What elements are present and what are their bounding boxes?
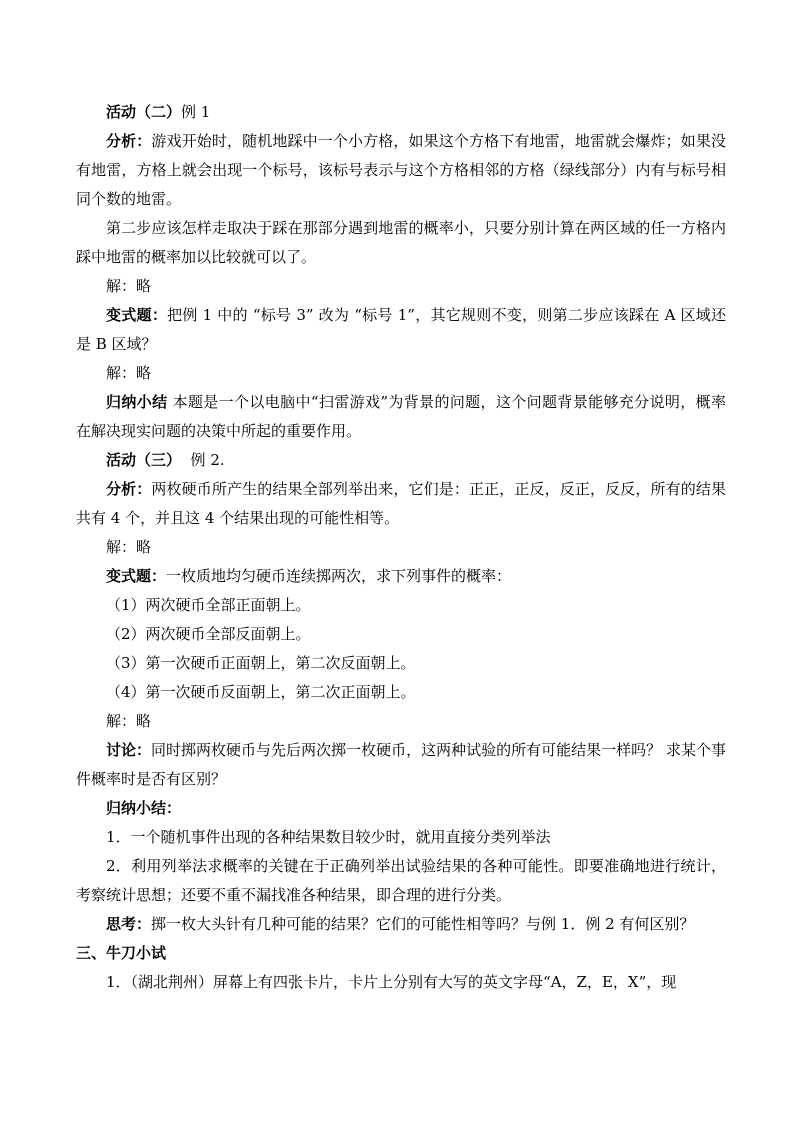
question-1: 1．（湖北荆州）屏幕上有四张卡片，卡片上分别有大写的英文字母“A，Z，E，X”，现 bbox=[106, 973, 677, 991]
activity3-analysis bbox=[76, 475, 726, 533]
list-item: （2）两次硬币全部反面朝上。 bbox=[106, 625, 311, 643]
think-question bbox=[76, 910, 726, 939]
activity3-heading-label: 活动（三） bbox=[106, 451, 182, 469]
discussion-label: 讨论： bbox=[106, 741, 152, 759]
solution-line: 解：略 bbox=[106, 277, 152, 295]
list-item: （1）两次硬币全部正面朝上。 bbox=[106, 596, 311, 614]
analysis-text: 游戏开始时，随机地踩中一个小方格，如果这个方格下有地雷，地雷就会爆炸；如果没有地雷，方格上就会出现一个标号，该标号表示与这个方格相邻的方格（绿线部分）内有与标号相同个数的地雷。 bbox=[76, 132, 726, 208]
activity2-summary bbox=[76, 388, 726, 446]
list-item: （3）第一次硬币正面朝上，第二次反面朝上。 bbox=[106, 654, 416, 672]
analysis-label: 分析： bbox=[106, 132, 152, 150]
variant-text: 把例 1 中的 “标号 3” 改为 “标号 1”，其它规则不变，则第二步应该踩在 A 区域还是 B 区域？ bbox=[76, 306, 726, 353]
solution-line: 解：略 bbox=[106, 538, 152, 556]
section-heading: 三、牛刀小试 bbox=[76, 944, 167, 962]
solution-line: 解：略 bbox=[106, 712, 152, 730]
variant-text: 一枚质地均匀硬币连续掷两次，求下列事件的概率： bbox=[166, 567, 512, 585]
variant-label: 变式题： bbox=[106, 306, 168, 324]
discussion-text: 同时掷两枚硬币与先后两次掷一枚硬币，这两种试验的所有可能结果一样吗？ 求某个事件概率时是否有区别？ bbox=[76, 741, 726, 788]
activity2-heading-label: 活动（二） bbox=[106, 103, 182, 121]
activity2-heading bbox=[76, 98, 726, 127]
summary-label: 归纳小结 bbox=[106, 393, 168, 411]
list-item: （4）第一次硬币反面朝上，第二次正面朝上。 bbox=[106, 683, 416, 701]
variant-label: 变式题： bbox=[106, 567, 167, 585]
activity2-analysis bbox=[76, 127, 726, 214]
activity3-heading-example: 例 2. bbox=[181, 451, 225, 469]
activity2-variant bbox=[76, 301, 726, 359]
think-text: 掷一枚大头针有几种可能的结果？它们的可能性相等吗？与例 1．例 2 有何区别？ bbox=[151, 915, 695, 933]
summary-heading: 归纳小结： bbox=[106, 799, 182, 817]
summary-point-1: 1．一个随机事件出现的各种结果数目较少时，就用直接分类列举法 bbox=[106, 828, 551, 846]
activity2-heading-example: 例 1 bbox=[181, 103, 211, 121]
solution-line: 解：略 bbox=[106, 364, 152, 382]
activity2-paragraph: 第二步应该怎样走取决于踩在那部分遇到地雷的概率小，只要分别计算在两区域的任一方格内踩中地雷的概率加以比较就可以了。 bbox=[76, 219, 726, 266]
document-page bbox=[76, 98, 726, 997]
activity3-variant bbox=[76, 562, 726, 591]
summary-text: 本题是一个以电脑中“扫雷游戏”为背景的问题，这个问题背景能够充分说明，概率在解决现实问题的决策中所起的重要作用。 bbox=[76, 393, 726, 440]
summary-point-2: 2．利用列举法求概率的关键在于正确列举出试验结果的各种可能性。即要准确地进行统计，考察统计思想；还要不重不漏找准各种结果，即合理的进行分类。 bbox=[76, 857, 726, 904]
analysis-text: 两枚硬币所产生的结果全部列举出来，它们是：正正，正反，反正，反反，所有的结果共有 4 个，并且这 4 个结果出现的可能性相等。 bbox=[76, 480, 726, 527]
analysis-label: 分析： bbox=[106, 480, 152, 498]
think-label: 思考： bbox=[106, 915, 152, 933]
activity3-heading bbox=[76, 446, 726, 475]
activity3-discussion bbox=[76, 736, 726, 794]
